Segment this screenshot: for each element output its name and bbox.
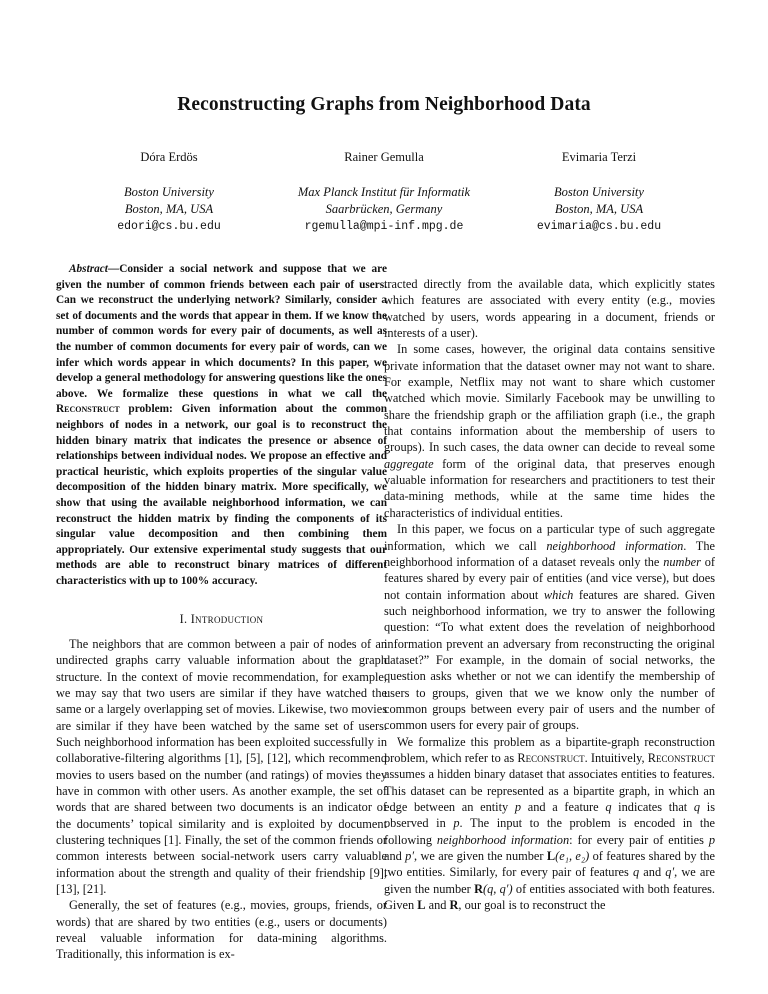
text-run: and	[384, 849, 406, 864]
text-run: . The neighborhood information of a dataset reveals only the	[384, 538, 715, 569]
section-heading	[56, 611, 387, 627]
text-run: assumes a hidden binary dataset that associates entities to features. This dataset can be represented as a bipartite graph, in which an edge between an entity	[384, 767, 715, 814]
text-run: and a feature	[521, 800, 606, 814]
math-symbol: q	[632, 865, 640, 880]
math-symbol: p′	[405, 849, 415, 864]
text-run: and	[639, 865, 666, 880]
body-paragraph: tracted directly from the available data, which explicitly states which features are associated with every entity (e.g., movies watched by users, words appearing in a document, friends or interests of a user).	[384, 277, 715, 341]
text-run: In some cases, however, the original data contains sensitive private information that the dataset owner may not want to share. For example, Netflix may not want to share which customer watched which movie. Similarly Facebook may be unwilling to share the friendship graph or the affiliation graph (i.e., the graph that contains information about the membership of users to groups). In such cases, the data owner can decide to reveal some	[384, 342, 715, 455]
body-paragraph: Generally, the set of features (e.g., movies, groups, friends, or words) that are shared by two entities (e.g., users or documents) reveal valuable information for data-mining algorithms. Traditionally, this information is ex-	[56, 898, 387, 962]
math-symbol: p	[453, 816, 460, 831]
text-run: In this paper, we focus on a particular type of such aggregate information, which we call	[384, 522, 715, 553]
math-symbol: (q, q′)	[482, 881, 513, 896]
abstract	[56, 262, 387, 589]
author-location: Boston, MA, USA	[554, 202, 644, 216]
body-paragraph	[384, 521, 715, 733]
emphasis: neighborhood information	[436, 832, 570, 847]
author-email: evimaria@cs.bu.edu	[536, 220, 662, 233]
abstract-label: Abstract	[69, 263, 108, 275]
author-email: edori@cs.bu.edu	[117, 220, 221, 233]
text-run: . Intuitively,	[584, 750, 648, 765]
author-name: Rainer Gemulla	[344, 150, 424, 164]
math-symbol: q′	[665, 865, 675, 880]
author-block	[84, 150, 684, 236]
emphasis: aggregate	[384, 456, 434, 471]
paper-title: Reconstructing Graphs from Neighborhood Data	[177, 94, 591, 115]
math-symbol: (e₁, e₂)	[555, 849, 590, 864]
text-run: : for every pair of entities	[569, 832, 709, 847]
math-symbol: p	[708, 832, 716, 847]
author-location: Saarbrücken, Germany	[325, 202, 443, 216]
emphasis: neighborhood information	[546, 538, 684, 553]
text-run: form of the original data, that preserves enough valuable information for researchers and practitioners to test their data-mining methods, while at the same time hides the characteristics of individual entities.	[384, 456, 715, 520]
text-run: and	[425, 898, 450, 913]
right-column	[384, 276, 715, 913]
body-paragraph	[384, 734, 715, 914]
text-run: indicates that	[611, 800, 694, 814]
author-affiliation: Boston University	[554, 185, 644, 199]
author-location: Boston, MA, USA	[124, 202, 214, 216]
problem-name: Reconstruct	[647, 750, 715, 765]
text-run: We formalize this problem as a bipartite-graph reconstruction problem, which refer to as	[384, 734, 715, 765]
problem-name: Reconstruct	[56, 403, 120, 416]
author-name: Dóra Erdös	[140, 150, 198, 164]
emphasis: which	[543, 587, 574, 602]
author-3	[514, 150, 684, 236]
abstract-text: —Consider a social network and suppose that we are given the number of common friends between each pair of users. Can we reconstruct the underlying network? Similarly, consider a set of documents and the words that appear in them. If we know the number of common words for every pair of documents, as well as the number of common documents for every pair of words, can we infer which words appear in which documents? In this paper, we develop a general methodology for answering questions like the ones above. We formalize these questions in what we call the	[56, 263, 387, 400]
author-2	[254, 150, 514, 236]
math-symbol: q	[693, 800, 701, 814]
math-symbol: q	[605, 800, 612, 814]
text-run: of features shared by the two entities. Similarly, for every pair of features	[384, 849, 715, 880]
text-run: is observed in	[384, 800, 716, 831]
author-email: rgemulla@mpi-inf.mpg.de	[304, 220, 464, 233]
problem-name: Reconstruct	[517, 750, 585, 765]
author-name: Evimaria Terzi	[561, 150, 637, 164]
author-affiliation: Max Planck Institut für Informatik	[297, 185, 471, 199]
left-column	[56, 262, 387, 963]
body-paragraph	[384, 341, 715, 521]
text-run: . The input to the problem is encoded in the following	[384, 816, 715, 847]
math-symbol: R	[449, 898, 459, 913]
math-symbol: p	[514, 800, 522, 814]
section-title: Introduction	[190, 612, 264, 627]
math-symbol: L	[417, 898, 426, 913]
text-run: , we are given the number	[384, 865, 715, 896]
emphasis: number	[663, 554, 701, 569]
math-symbol: R	[474, 881, 483, 896]
abstract-text: problem: Given information about the common neighbors of nodes in a network, our goal is to reconstruct the hidden binary matrix that indicates the presence or absence of relationships between individual nodes. We propose an effective and practical heuristic, which exploits properties of the singular value decomposition of the hidden binary matrix. More specifically, we show that using the available neighborhood information, we can reconstruct the hidden matrix by finding the components of its singular value decomposition and then combining them appropriately. Our extensive experimental study suggests that our methods are able to reconstruct binary matrices of different characteristics with up to 100% accuracy.	[56, 403, 387, 587]
text-run: features are shared. Given such neighborhood information, we try to answer the following question: “To what extent does the revelation of neighborhood information prevent an adversary from reconstructing the original dataset?” For example, in the domain of social networks, the question asks whether or not we can identify the membership of users to groups, given that we we know only the number of common groups between every pair of users and the number of common users for every pair of groups.	[384, 587, 715, 733]
author-affiliation: Boston University	[124, 185, 214, 199]
text-run: of entities associated with both features. Given	[384, 881, 716, 913]
math-symbol: L	[546, 849, 556, 864]
text-run: , our goal is to reconstruct the	[458, 898, 606, 913]
text-run: of features shared by every pair of entities (and vice verse), but does not contain information about	[384, 554, 715, 602]
section-number: I.	[179, 612, 188, 627]
body-paragraph: The neighbors that are common between a pair of nodes of an undirected graphs carry valuable information about the graph structure. In the context of movie recommendation, for example, we may say that two users are similar if they have watched the same or a largely overlapping set of movies. Likewise, two movies are similar if they have been watched by the same set of users. Such neighborhood information has been exploited successfully in collaborative-filtering algorithms [1], [5], [12], which recommend movies to users based on the number (and ratings) of movies they have in common with other users. As another example, the set of words that are shared between two documents is an indicator of the documents’ topical similarity and is exploited by document clustering techniques [1]. Finally, the set of the common friends or common interests between social-network users carry valuable information about the strength and quality of their friendship [9], [13], [21].	[56, 636, 387, 896]
author-1	[84, 150, 254, 236]
text-run: , we are given the number	[414, 849, 547, 864]
